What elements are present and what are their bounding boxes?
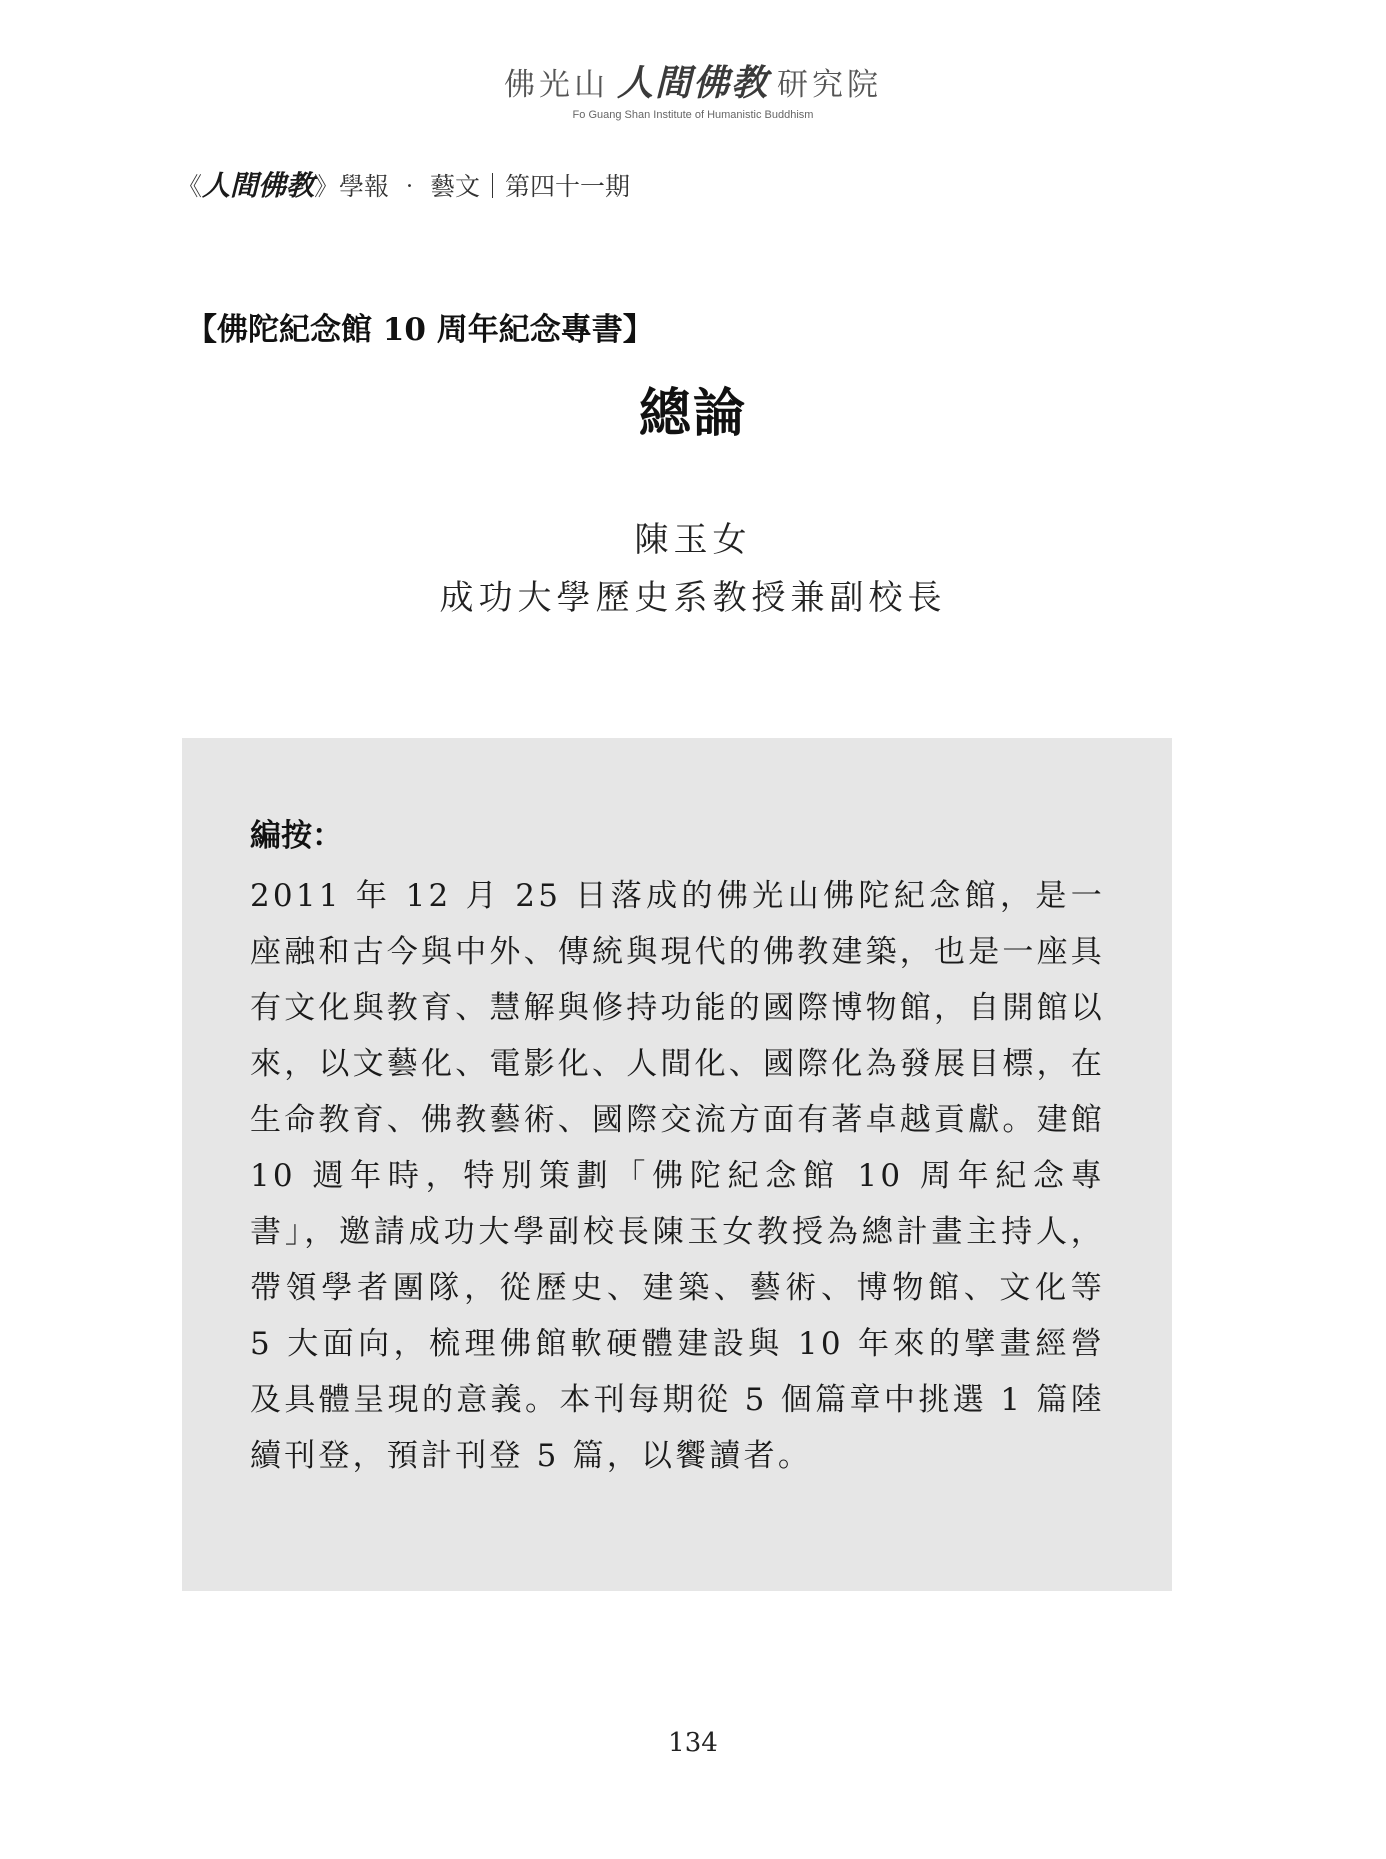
institute-brand-logo: 人間佛教 [616, 63, 769, 104]
journal-close-bracket: 》 [314, 172, 340, 201]
article-title: 總論 [638, 383, 747, 444]
institute-header [0, 62, 1386, 121]
series-title: 【佛陀紀念館 10 周年紀念專書】 [186, 312, 654, 348]
institute-prefix: 佛光山 [503, 67, 609, 103]
journal-issue: 學報 ‧ 藝文｜第四十一期 [339, 172, 630, 201]
editor-note-label: 編按： [250, 818, 343, 854]
institute-suffix: 研究院 [777, 67, 882, 103]
author-name: 陳玉女 [634, 520, 752, 560]
institute-english-name: Fo Guang Shan Institute of Humanistic Buddhism [572, 109, 814, 121]
institute-name [0, 62, 1386, 107]
journal-open-bracket: 《 [177, 172, 203, 201]
journal-running-head [177, 164, 630, 204]
journal-brand: 人間佛教 [202, 169, 315, 202]
author-affiliation: 成功大學歷史系教授兼副校長 [439, 578, 947, 618]
editor-note-text: 2011 年 12 月 25 日落成的佛光山佛陀紀念館，是一座融和古今與中外、傳統與現代的佛教建築，也是一座具有文化與教育、慧解與修持功能的國際博物館，自開館以來，以文藝化、電影化、人間化、國際化為發展目標，在生命教育、佛教藝術、國際交流方面有著卓越貢獻。建館 10 週年時，特別策劃「佛陀紀念館 10 周年紀念專書」，邀請成功大學副校長陳玉女教授為總計畫主持人，帶領學者團隊，從歷史、建築、藝術、博物館、文化等 5 大面向，梳理佛館軟硬體建設與 10 年來的擘畫經營及具體呈現的意義。本刊每期從 5 個篇章中挑選 1 篇陸續刊登，預計刊登 5 篇，以饗讀者。 [250, 878, 1105, 1474]
page-number: 134 [668, 1728, 718, 1758]
